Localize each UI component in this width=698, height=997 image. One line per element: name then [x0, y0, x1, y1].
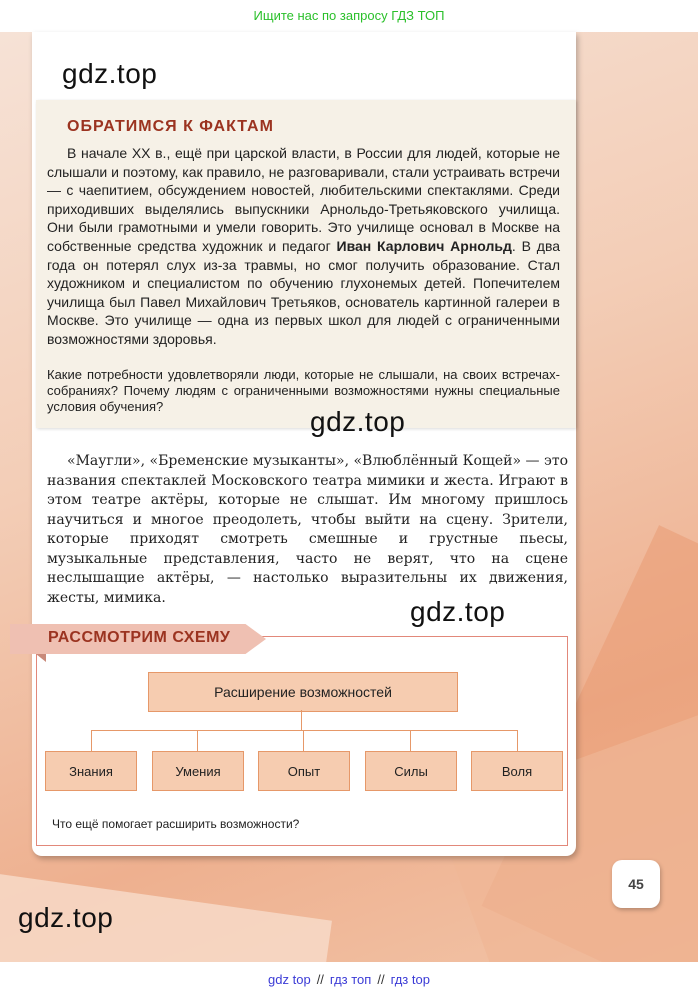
- scheme-main-box: Расширение возможностей: [148, 672, 458, 712]
- scheme-box-knowledge: Знания: [45, 751, 137, 791]
- scheme-box-skills: Умения: [152, 751, 244, 791]
- bottom-link[interactable]: gdz top: [268, 972, 311, 987]
- bottom-links-bar: [0, 962, 698, 997]
- scheme-connector: [91, 730, 92, 751]
- watermark: gdz.top: [18, 902, 114, 933]
- scheme-connector: [410, 730, 411, 751]
- bottom-link[interactable]: гдз топ: [329, 972, 372, 987]
- scheme-connector: [91, 730, 517, 731]
- link-separator: //: [316, 972, 324, 987]
- watermark: gdz.top: [410, 596, 506, 627]
- facts-person-name: Иван Карлович Арнольд: [336, 237, 512, 254]
- scheme-tag-fold: [36, 654, 46, 662]
- scheme-frame: [36, 636, 568, 846]
- watermark: gdz.top: [310, 406, 406, 437]
- top-banner[interactable]: Ищите нас по запросу ГДЗ ТОП: [0, 0, 698, 32]
- scheme-connector: [301, 710, 302, 730]
- facts-title: ОБРАТИМСЯ К ФАКТАМ: [67, 118, 274, 135]
- scheme-title: РАССМОТРИМ СХЕМУ: [48, 629, 231, 646]
- scheme-connector: [197, 730, 198, 751]
- scheme-box-experience: Опыт: [258, 751, 350, 791]
- page-number: 45: [612, 860, 660, 908]
- main-paragraph-text: «Маугли», «Бременские музыканты», «Влюблённый Кощей» — это названия спектаклей Московского театра мимики и жеста. Играют в этом театре актёры, которые не слышат. Им многому пришлось научиться и многое преодолеть, чтобы выйти на сцену. Зрители, которые приходят смотреть смешные и грустные пьесы, музыкальные представления, часто не верят, что на сцене неслышащие актёры, — настолько выразительны их движения, жесты, мимика.: [47, 453, 568, 606]
- facts-question: Какие потребности удовлетворяли люди, которые не слышали, на своих встречах-собраниях? Почему людям с ограниченными возможностями нужны специальные условия обучения?: [47, 367, 560, 414]
- scheme-connector: [303, 730, 304, 751]
- facts-text-part2: . В два года он потерял слух из-за травмы, но смог получить образование. Стал художником и специалистом по обучению глухонемых детей. Попечителем училища был Павел Михайлович Третьяков, основатель картинной галереи в Москве. Это училище — одна из первых школ для людей с ограниченными возможностями здоровья.: [47, 237, 561, 347]
- scheme-box-will: Воля: [471, 751, 563, 791]
- facts-text-part1: В начале XX в., ещё при царской власти, в России для людей, которые не слышали и поэтому, как правило, не разговаривали, стали устраивать встречи — с чаепитием, обсуждением новостей, любительскими спектаклями. Среди приходивших выделялись выпускники Арнольдо-Третьяковского училища. Они были грамотными и умели говорить. Это училище основал в Москве на собственные средства художник и педагог: [47, 145, 560, 254]
- scheme-question: Что ещё помогает расширить возможности?: [52, 817, 300, 831]
- scheme-connector: [517, 730, 518, 751]
- scheme-box-strength: Силы: [365, 751, 457, 791]
- facts-paragraph: [47, 144, 560, 349]
- bottom-link[interactable]: гдз top: [390, 972, 430, 987]
- watermark: gdz.top: [62, 58, 158, 89]
- link-separator: //: [377, 972, 385, 987]
- main-paragraph: [47, 452, 568, 608]
